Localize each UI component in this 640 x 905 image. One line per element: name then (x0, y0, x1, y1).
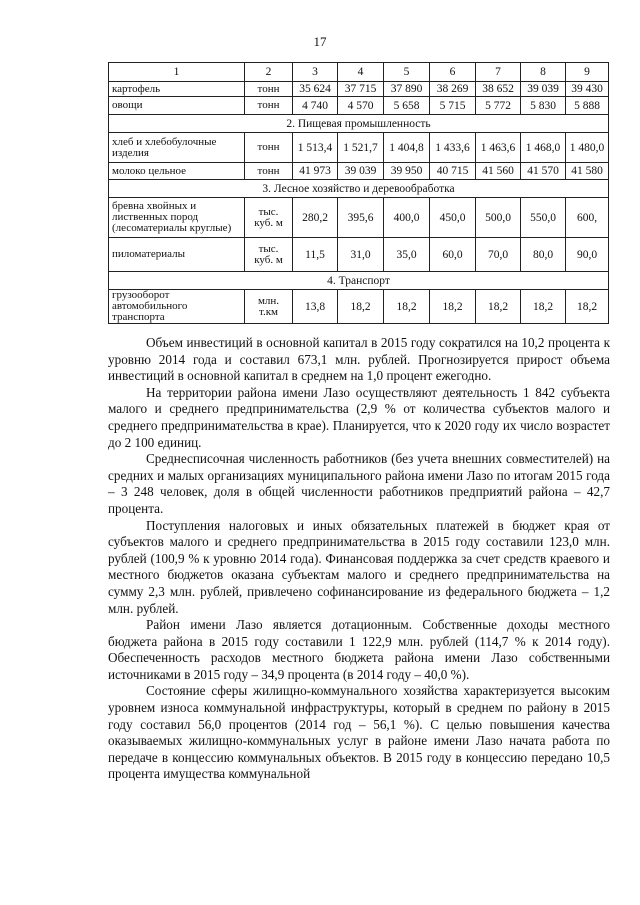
paragraph: Район имени Лазо является дотационным. Собственные доходы местного бюджета района в 2015 году составили 1 122,9 млн. рублей (114,7 % к 2014 году). Обеспеченность расходов местного бюджета района имени Лазо собственными источниками в 2015 году – 34,9 процента (в 2014 году – 40,0 %). (108, 617, 610, 682)
value-cell: 5 830 (521, 97, 566, 115)
paragraph: Состояние сферы жилищно-коммунального хозяйства характеризуется высоким уровнем износа коммунальной инфраструктуры, который в среднем по району в 2015 году составил 56,0 процентов (2014 год – 56,1 %). С целью повышения качества оказываемых жилищно-коммунальных услуг в районе имени Лазо начата работа по передаче в концессию коммунальных объектов. В 2015 году в концессию передано 10,5 процента имущества коммунальной (108, 683, 610, 782)
indicators-table (108, 62, 609, 324)
header-cell: 6 (430, 63, 476, 82)
value-cell: 90,0 (566, 238, 609, 272)
row-name-cell: овощи (109, 97, 245, 115)
value-cell: 39 950 (384, 163, 430, 180)
value-cell: 1 463,6 (476, 133, 521, 163)
value-cell: 60,0 (430, 238, 476, 272)
row-unit-cell: тыс. куб. м (245, 238, 293, 272)
header-cell: 8 (521, 63, 566, 82)
value-cell: 450,0 (430, 198, 476, 238)
value-cell: 37 890 (384, 82, 430, 97)
paragraph: Поступления налоговых и иных обязательных платежей в бюджет края от субъектов малого и среднего предпринимательства в 2015 году составили 123,0 млн. рублей (100,9 % к уровню 2014 года). Финансовая поддержка за счет средств краевого и местного бюджетов оказана субъектам малого и среднего предпринимательства на сумму 2,3 млн. рублей, привлечено софинансирование из федерального бюджета – 1,2 млн. рублей. (108, 517, 610, 616)
value-cell: 18,2 (384, 290, 430, 324)
value-cell: 37 715 (338, 82, 384, 97)
row-name-cell: грузооборот автомобильного транспорта (109, 290, 245, 324)
table-section-row (109, 115, 609, 133)
value-cell: 39 430 (566, 82, 609, 97)
table-row (109, 133, 609, 163)
paragraph: Среднесписочная численность работников (без учета внешних совместителей) на средних и малых организациях муниципального района имени Лазо по итогам 2015 года – 3 248 человек, доля в общей численности работников предприятий района – 42,7 процента. (108, 451, 610, 516)
header-cell: 1 (109, 63, 245, 82)
value-cell: 41 560 (476, 163, 521, 180)
value-cell: 38 652 (476, 82, 521, 97)
row-name-cell: хлеб и хлебобулочные изделия (109, 133, 245, 163)
value-cell: 1 480,0 (566, 133, 609, 163)
value-cell: 39 039 (521, 82, 566, 97)
row-name-cell: бревна хвойных и лиственных пород (лесоматериалы круглые) (109, 198, 245, 238)
table-row (109, 198, 609, 238)
header-cell: 9 (566, 63, 609, 82)
value-cell: 18,2 (566, 290, 609, 324)
value-cell: 31,0 (338, 238, 384, 272)
value-cell: 13,8 (293, 290, 338, 324)
value-cell: 18,2 (430, 290, 476, 324)
section-title: 4. Транспорт (109, 272, 609, 290)
value-cell: 80,0 (521, 238, 566, 272)
value-cell: 41 973 (293, 163, 338, 180)
value-cell: 18,2 (521, 290, 566, 324)
value-cell: 41 580 (566, 163, 609, 180)
value-cell: 4 570 (338, 97, 384, 115)
body-text (108, 335, 610, 783)
value-cell: 40 715 (430, 163, 476, 180)
section-title: 2. Пищевая промышленность (109, 115, 609, 133)
value-cell: 11,5 (293, 238, 338, 272)
value-cell: 70,0 (476, 238, 521, 272)
value-cell: 550,0 (521, 198, 566, 238)
value-cell: 600, (566, 198, 609, 238)
value-cell: 38 269 (430, 82, 476, 97)
table-body (109, 63, 609, 324)
value-cell: 500,0 (476, 198, 521, 238)
value-cell: 41 570 (521, 163, 566, 180)
table-row (109, 163, 609, 180)
row-unit-cell: тонн (245, 133, 293, 163)
value-cell: 1 513,4 (293, 133, 338, 163)
section-title: 3. Лесное хозяйство и деревообработка (109, 180, 609, 198)
value-cell: 4 740 (293, 97, 338, 115)
header-cell: 4 (338, 63, 384, 82)
row-unit-cell: млн. т.км (245, 290, 293, 324)
row-unit-cell: тонн (245, 97, 293, 115)
row-unit-cell: тыс. куб. м (245, 198, 293, 238)
value-cell: 39 039 (338, 163, 384, 180)
value-cell: 5 772 (476, 97, 521, 115)
value-cell: 395,6 (338, 198, 384, 238)
row-name-cell: пиломатериалы (109, 238, 245, 272)
row-name-cell: картофель (109, 82, 245, 97)
value-cell: 400,0 (384, 198, 430, 238)
value-cell: 5 715 (430, 97, 476, 115)
page-number: 17 (313, 34, 327, 49)
value-cell: 18,2 (338, 290, 384, 324)
row-name-cell: молоко цельное (109, 163, 245, 180)
value-cell: 5 658 (384, 97, 430, 115)
value-cell: 1 433,6 (430, 133, 476, 163)
header-cell: 2 (245, 63, 293, 82)
header-cell: 5 (384, 63, 430, 82)
table-header-row (109, 63, 609, 82)
value-cell: 1 468,0 (521, 133, 566, 163)
row-unit-cell: тонн (245, 163, 293, 180)
paragraph: Объем инвестиций в основной капитал в 2015 году сократился на 10,2 процента к уровню 2014 года и составил 673,1 млн. рублей. Прогнозируется прирост объема инвестиций в основной капитал в среднем на 1,0 процент ежегодно. (108, 335, 610, 384)
value-cell: 1 521,7 (338, 133, 384, 163)
row-unit-cell: тонн (245, 82, 293, 97)
value-cell: 280,2 (293, 198, 338, 238)
header-cell: 3 (293, 63, 338, 82)
table-row (109, 238, 609, 272)
table-section-row (109, 272, 609, 290)
value-cell: 35,0 (384, 238, 430, 272)
table-section-row (109, 180, 609, 198)
paragraph: На территории района имени Лазо осуществляют деятельность 1 842 субъекта малого и среднего предпринимательства (2,9 % от количества субъектов малого и среднего предпринимательства в крае). Планируется, что к 2020 году их число возрастет до 2 100 единиц. (108, 384, 610, 450)
table-row (109, 97, 609, 115)
table-row (109, 82, 609, 97)
value-cell: 1 404,8 (384, 133, 430, 163)
value-cell: 18,2 (476, 290, 521, 324)
table-row (109, 290, 609, 324)
value-cell: 35 624 (293, 82, 338, 97)
value-cell: 5 888 (566, 97, 609, 115)
header-cell: 7 (476, 63, 521, 82)
